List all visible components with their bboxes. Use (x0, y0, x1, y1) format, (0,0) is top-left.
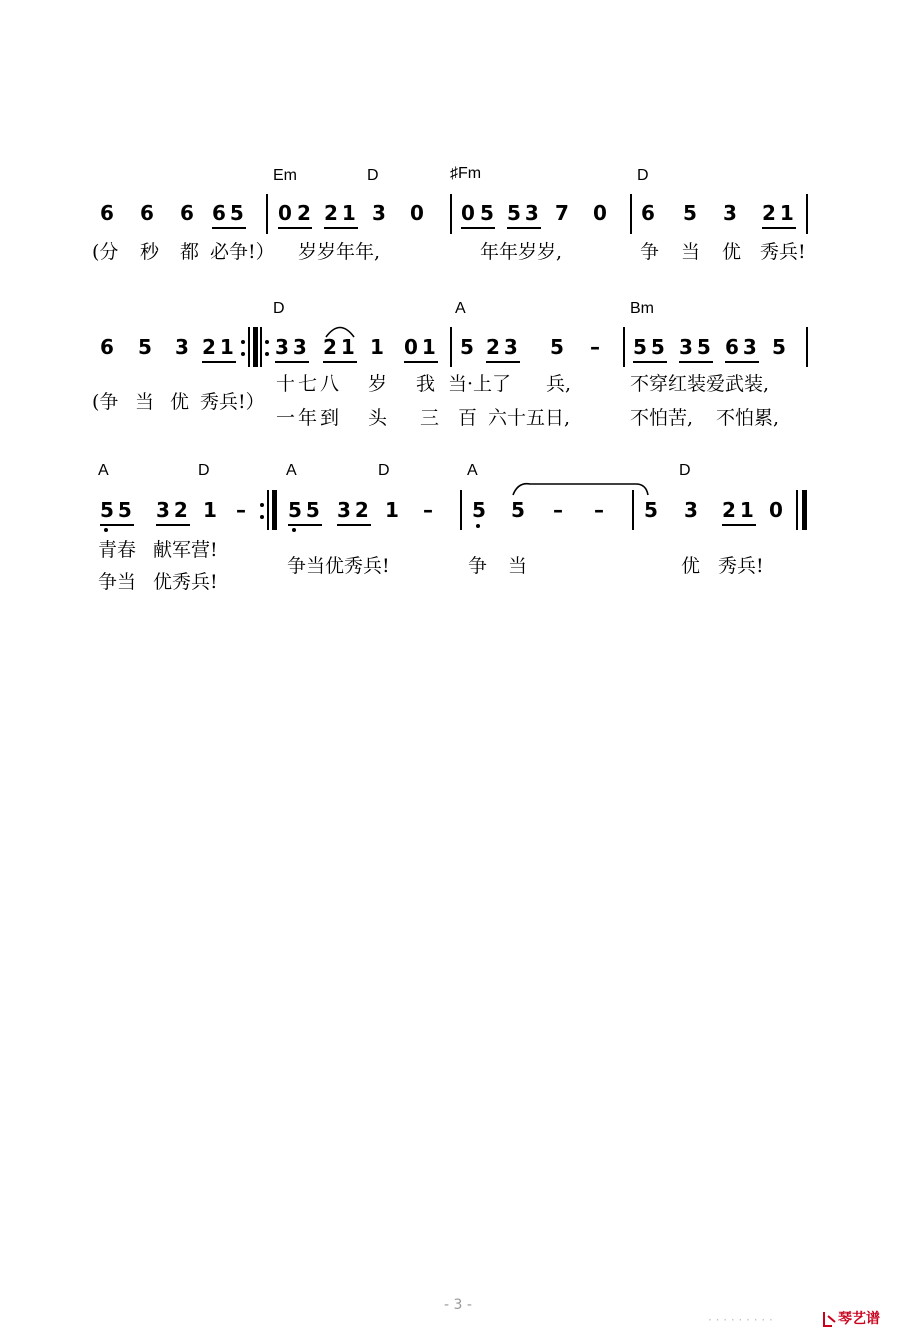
lyric: 当 (681, 241, 701, 263)
chord-fsharp-m: ♯Fm (450, 165, 482, 182)
note: 0 (278, 201, 292, 225)
lyric: 秒 (140, 241, 160, 263)
note: 55 (288, 498, 324, 522)
chord-a: A (286, 462, 297, 479)
note: 1 (385, 498, 399, 522)
note: 5 (644, 498, 658, 522)
lyric: 六十五日, (488, 407, 571, 429)
lyric: (分 (92, 241, 119, 263)
chord-d: D (198, 462, 210, 479)
footer-watermark-text: · · · · · · · · · (708, 1313, 773, 1327)
note: 5 (460, 335, 474, 359)
lyric: 争 (468, 555, 488, 577)
lyric: 不穿红装爱武装, (630, 373, 770, 395)
lyric: 年年岁岁, (480, 241, 563, 263)
chord-a: A (467, 462, 478, 479)
chord-bm: Bm (630, 300, 654, 317)
note: 5 (550, 335, 564, 359)
note: 3 (723, 201, 737, 225)
note: 21 (722, 498, 758, 522)
chord-em: Em (273, 167, 297, 184)
lyric: 争当 (98, 571, 137, 593)
note: 01 (404, 335, 440, 359)
note: 5 (472, 498, 486, 522)
lyric: 当·上了 (448, 373, 512, 395)
note: 32 (156, 498, 192, 522)
lyric: 献军营! (153, 539, 218, 561)
note: 6 (100, 201, 114, 225)
chord-d: D (637, 167, 649, 184)
tie-arc (513, 484, 648, 495)
lyric: 岁岁年年, (298, 241, 381, 263)
note: 5 (683, 201, 697, 225)
logo-text: 琴艺谱 (838, 1311, 880, 1327)
lyric: 秀兵! (760, 241, 806, 263)
page-number: - 3 - (444, 1297, 472, 1313)
lyric: 秀兵! (718, 555, 764, 577)
lyric: 优 (722, 241, 742, 263)
note: 2 (297, 201, 311, 225)
note: 21 (762, 201, 798, 225)
note: 33 (275, 335, 311, 359)
note: 1 (370, 335, 384, 359)
note: 0 (593, 201, 607, 225)
note: 6 (140, 201, 154, 225)
note: 21 (324, 201, 360, 225)
note: 5 (511, 498, 525, 522)
note: 35 (679, 335, 715, 359)
logo (820, 1309, 888, 1331)
chord-a: A (455, 300, 466, 317)
note: 55 (100, 498, 136, 522)
chord-d: D (273, 300, 285, 317)
note: 53 (507, 201, 543, 225)
note: 55 (633, 335, 669, 359)
dash: – (590, 335, 600, 359)
lyric: 争 (640, 241, 660, 263)
note: 21 (202, 335, 238, 359)
note: 65 (212, 201, 248, 225)
lyric: 当 (508, 555, 528, 577)
dash: – (423, 498, 433, 522)
lyric: 兵, (546, 373, 572, 395)
lyric: 都 (180, 241, 200, 263)
lyric: 十七八 (276, 373, 343, 395)
note: 21 (323, 335, 359, 359)
dash: – (236, 498, 246, 522)
note: 6 (180, 201, 194, 225)
lyric: 不怕累, (716, 407, 780, 429)
note: 63 (725, 335, 761, 359)
note: 23 (486, 335, 522, 359)
note: 32 (337, 498, 373, 522)
note: 5 (480, 201, 494, 225)
lyric: 当 (135, 391, 155, 413)
note: 6 (100, 335, 114, 359)
lyric: 青春 (98, 539, 137, 561)
lyric: 岁 (368, 373, 388, 395)
chord-d: D (679, 462, 691, 479)
note: 5 (138, 335, 152, 359)
lyric: 优 (170, 391, 190, 413)
lyric: 优 (681, 555, 701, 577)
note: 1 (203, 498, 217, 522)
note: 0 (769, 498, 783, 522)
slur-arc (326, 328, 354, 338)
lyric: (争 (92, 391, 119, 413)
note: 0 (410, 201, 424, 225)
lyric: 必争!） (210, 241, 275, 263)
note: 5 (772, 335, 786, 359)
chord-a: A (98, 462, 109, 479)
lyric: 我 (416, 373, 436, 395)
note: 6 (641, 201, 655, 225)
lyric: 头 (368, 407, 388, 429)
logo-icon (820, 1310, 840, 1330)
chord-d: D (378, 462, 390, 479)
note: 3 (175, 335, 189, 359)
lyric: 优秀兵! (153, 571, 218, 593)
lyric: 百 (458, 407, 478, 429)
note: 3 (684, 498, 698, 522)
lyric: 三 (420, 407, 440, 429)
lyric: 一年到 (276, 407, 343, 429)
dash: – (594, 498, 604, 522)
note: 0 (461, 201, 475, 225)
note: 7 (555, 201, 569, 225)
note: 3 (372, 201, 386, 225)
lyric: 争当优秀兵! (287, 555, 390, 577)
dash: – (553, 498, 563, 522)
chord-d: D (367, 167, 379, 184)
lyric: 不怕苦, (630, 407, 694, 429)
lyric: 秀兵!） (200, 391, 265, 413)
